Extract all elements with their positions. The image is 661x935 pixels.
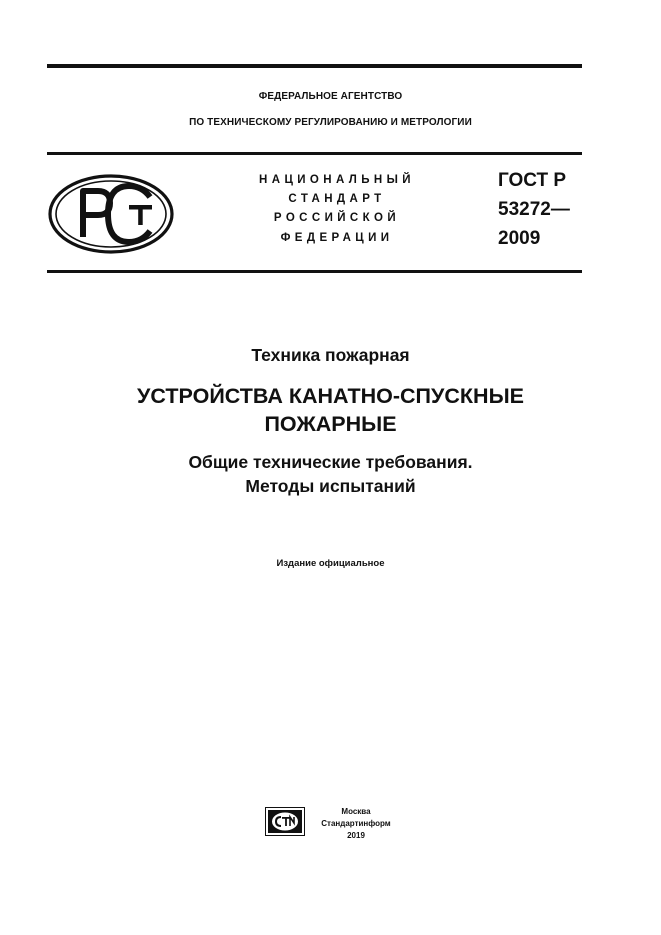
publisher-name: Стандартинформ (321, 819, 391, 828)
gost-code-line-3: 2009 (498, 228, 541, 249)
main-title-line-1: УСТРОЙСТВА КАНАТНО-СПУСКНЫЕ (137, 384, 524, 408)
publisher-year: 2019 (347, 831, 365, 840)
agency-line-2: ПО ТЕХНИЧЕСКОМУ РЕГУЛИРОВАНИЮ И МЕТРОЛОГИИ (189, 117, 472, 128)
standard-line-4: ФЕДЕРАЦИИ (280, 232, 394, 244)
subtitle-line-2: Методы испытаний (245, 476, 416, 496)
standard-line-2: СТАНДАРТ (288, 193, 386, 205)
main-title-line-2: ПОЖАРНЫЕ (264, 412, 397, 436)
gost-code-line-2: 53272— (498, 199, 570, 220)
standartinform-logo-icon (265, 807, 305, 836)
standard-line-1: НАЦИОНАЛЬНЫЙ (259, 174, 415, 186)
gost-code-line-1: ГОСТ Р (498, 170, 567, 191)
agency-line-1: ФЕДЕРАЛЬНОЕ АГЕНТСТВО (258, 91, 403, 102)
category-title: Техника пожарная (251, 345, 410, 365)
publisher-city: Москва (341, 807, 371, 816)
standard-bottom-rule (47, 270, 582, 273)
standard-line-3: РОССИЙСКОЙ (273, 212, 401, 224)
subtitle-line-1: Общие технические требования. (188, 452, 473, 472)
standard-top-rule (47, 152, 582, 155)
rst-certification-logo-icon (47, 173, 175, 255)
top-rule (47, 64, 582, 68)
edition-label: Издание официальное (276, 558, 385, 569)
